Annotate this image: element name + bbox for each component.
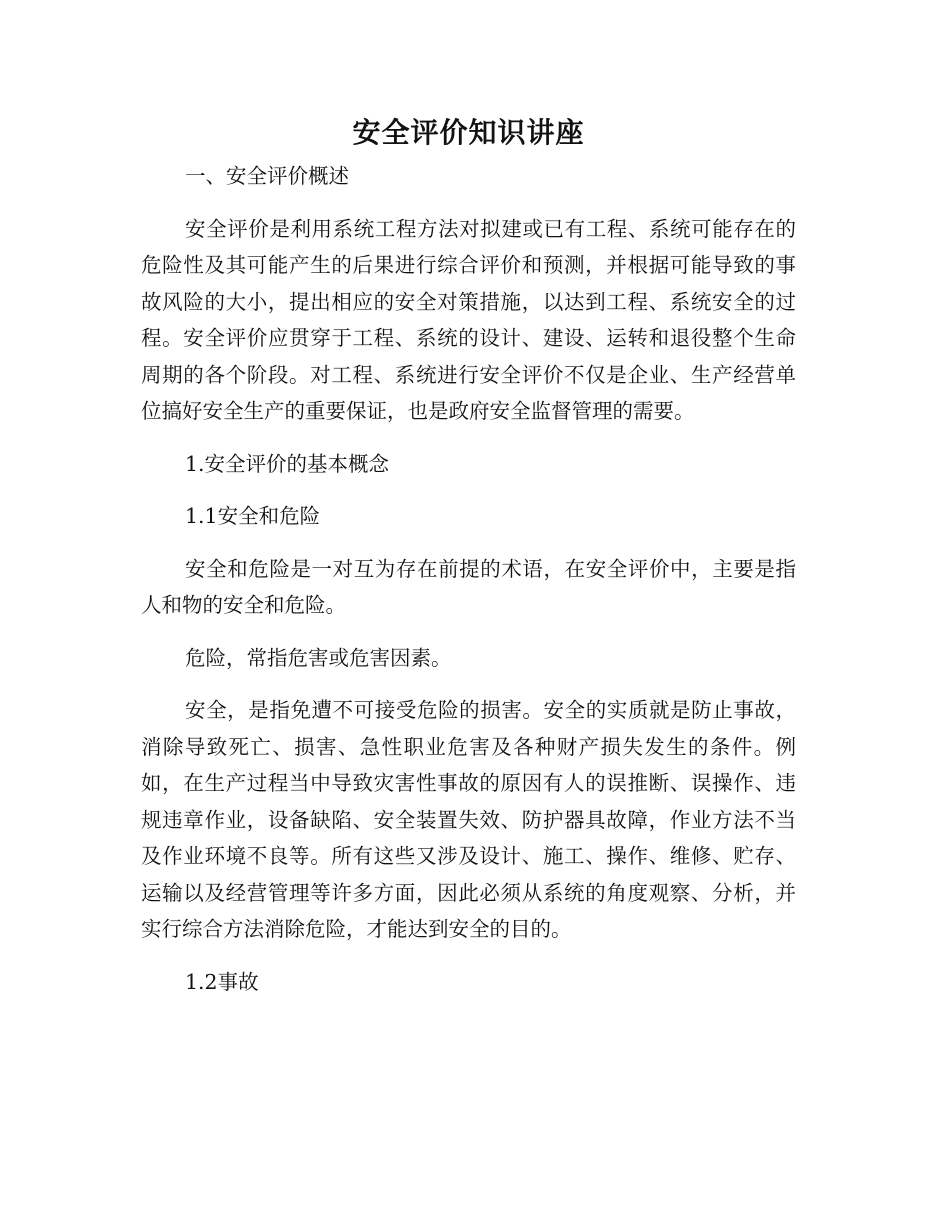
paragraph-danger-definition: 危险，常指危害或危害因素。 xyxy=(185,645,452,670)
spacer xyxy=(141,535,796,551)
spacer xyxy=(141,676,796,692)
section-heading-overview: 一、安全评价概述 xyxy=(185,164,349,188)
document-title: 安全评价知识讲座 xyxy=(352,116,585,149)
section-heading-safety-and-danger: 1.1安全和危险 xyxy=(185,504,321,528)
paragraph-safety-definition: 安全，是指免遭不可接受危险的损害。安全的实质就是防止事故，消除导致死亡、损害、急性职业危害及各种财产损失发生的条件。例如，在生产过程当中导致灾害性事故的原因有人的误推断、误操作、违规违章作业，设备缺陷、安全装置失效、防护器具故障，作业方法不当及作业环境不良等。所有这些又涉及设计、施工、操作、维修、贮存、运输以及经营管理等许多方面，因此必须从系统的角度观察、分析，并实行综合方法消除危险，才能达到安全的目的。 xyxy=(141,698,796,941)
spacer xyxy=(141,430,796,446)
section-heading-basic-concepts: 1.安全评价的基本概念 xyxy=(185,451,390,476)
paragraph-overview: 安全评价是利用系统工程方法对拟建或已有工程、系统可能存在的危险性及其可能产生的后果进行综合评价和预测，并根据可能导致的事故风险的大小，提出相应的安全对策措施，以达到工程、系统安全的过程。安全评价应贯穿于工程、系统的设计、建设、运转和退役整个生命周期的各个阶段。对工程、系统进行安全评价不仅是企业、生产经营单位搞好安全生产的重要保证，也是政府安全监督管理的需要。 xyxy=(141,216,796,423)
document-page xyxy=(141,108,796,1000)
section-heading-accident: 1.2事故 xyxy=(185,969,259,994)
spacer xyxy=(141,195,796,211)
paragraph-safety-and-danger: 安全和危险是一对互为存在前提的术语，在安全评价中，主要是指人和物的安全和危险。 xyxy=(141,556,796,617)
spacer xyxy=(141,624,796,640)
spacer xyxy=(141,482,796,498)
spacer xyxy=(141,948,796,964)
